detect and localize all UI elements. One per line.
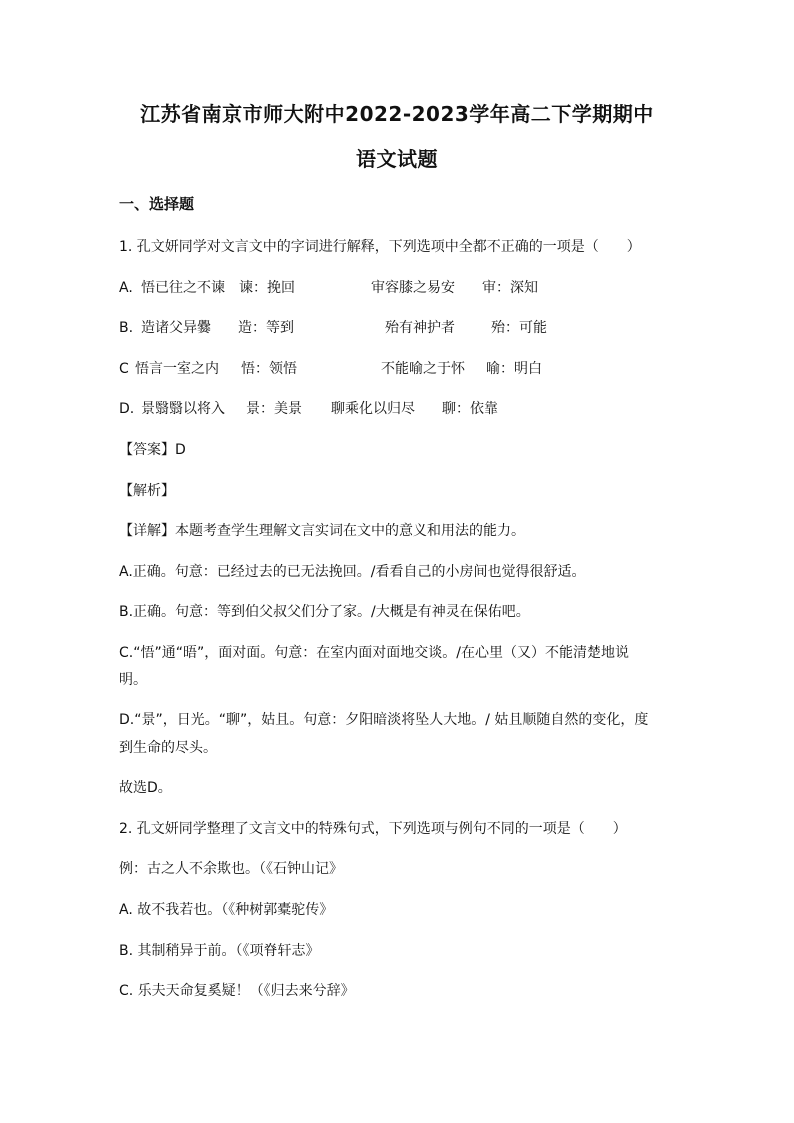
- option-phrase-2: 不能喻之于怀: [381, 361, 465, 377]
- question-2-option-b: B. 其制稍异于前。（《项脊轩志》: [119, 943, 320, 959]
- option-phrase-1: 悟已往之不谏: [141, 280, 225, 296]
- option-label: C: [119, 361, 129, 377]
- detail-line: [119, 521, 525, 541]
- option-gloss-1: 造：等到: [238, 320, 294, 336]
- option-gloss-2: 喻：明白: [486, 361, 542, 377]
- explanation-a: A.正确。句意：已经过去的已无法挽回。/看看自己的小房间也觉得很舒适。: [119, 564, 586, 580]
- option-label: D.: [119, 401, 135, 417]
- explanation-d-line-2: 到生命的尽头。: [119, 740, 217, 756]
- option-gloss-2: 聊：依靠: [442, 401, 498, 417]
- question-1-option-c: [119, 359, 679, 379]
- option-phrase-1: 造诸父异爨: [141, 320, 211, 336]
- explanation-c-line-2: 明。: [119, 672, 147, 688]
- option-phrase-2: 殆有神护者: [385, 320, 455, 336]
- option-phrase-1: 悟言一室之内: [135, 361, 219, 377]
- question-2-example: 例：古之人不余欺也。（《石钟山记》: [119, 861, 343, 877]
- option-phrase-2: 聊乘化以归尽: [331, 401, 415, 417]
- analysis-tag: 【解析】: [119, 483, 175, 499]
- explanation-d-line-1: D.“景”，日光。“聊”，姑且。句意：夕阳暗淡将坠人大地。/ 姑且顺随自然的变化，度: [119, 712, 649, 728]
- question-1-stem: 1. 孔文妍同学对文言文中的字词进行解释，下列选项中全都不正确的一项是（ ）: [119, 239, 641, 255]
- document-subtitle: 语文试题: [356, 147, 438, 171]
- answer-line: [119, 440, 186, 460]
- option-label: B.: [119, 320, 134, 336]
- option-label: A.: [119, 280, 133, 296]
- option-gloss-1: 谏：挽回: [239, 280, 295, 296]
- option-gloss-2: 殆：可能: [491, 320, 547, 336]
- question-2-option-c: C. 乐夫天命复奚疑！（《归去来兮辞》: [119, 983, 355, 999]
- option-phrase-1: 景翳翳以将入: [141, 401, 225, 417]
- option-phrase-2: 审容膝之易安: [371, 280, 455, 296]
- explanation-b: B.正确。句意：等到伯父叔父们分了家。/大概是有神灵在保佑吧。: [119, 604, 530, 620]
- option-gloss-2: 审：深知: [482, 280, 538, 296]
- question-2-stem: 2. 孔文妍同学整理了文言文中的特殊句式，下列选项与例句不同的一项是（ ）: [119, 821, 627, 837]
- question-2-option-a: A. 故不我若也。（《种树郭橐驼传》: [119, 902, 334, 918]
- document-title: 江苏省南京市师大附中2022-2023学年高二下学期期中: [140, 102, 654, 126]
- detail-tag: 【详解】: [119, 523, 175, 539]
- question-1-option-b: [119, 318, 679, 338]
- question-1-option-a: [119, 278, 679, 298]
- answer-tag: 【答案】: [119, 442, 175, 458]
- answer-value: D: [175, 442, 186, 458]
- explanation-c-line-1: C.“悟”通“晤”，面对面。句意：在室内面对面地交谈。/在心里（又）不能清楚地说: [119, 645, 629, 661]
- section-heading: 一、选择题: [119, 195, 195, 213]
- detail-text: 本题考查学生理解文言实词在文中的意义和用法的能力。: [175, 523, 525, 539]
- conclusion: 故选D。: [119, 780, 172, 796]
- question-1-option-d: [119, 399, 679, 419]
- option-gloss-1: 悟：领悟: [241, 361, 297, 377]
- option-gloss-1: 景：美景: [246, 401, 302, 417]
